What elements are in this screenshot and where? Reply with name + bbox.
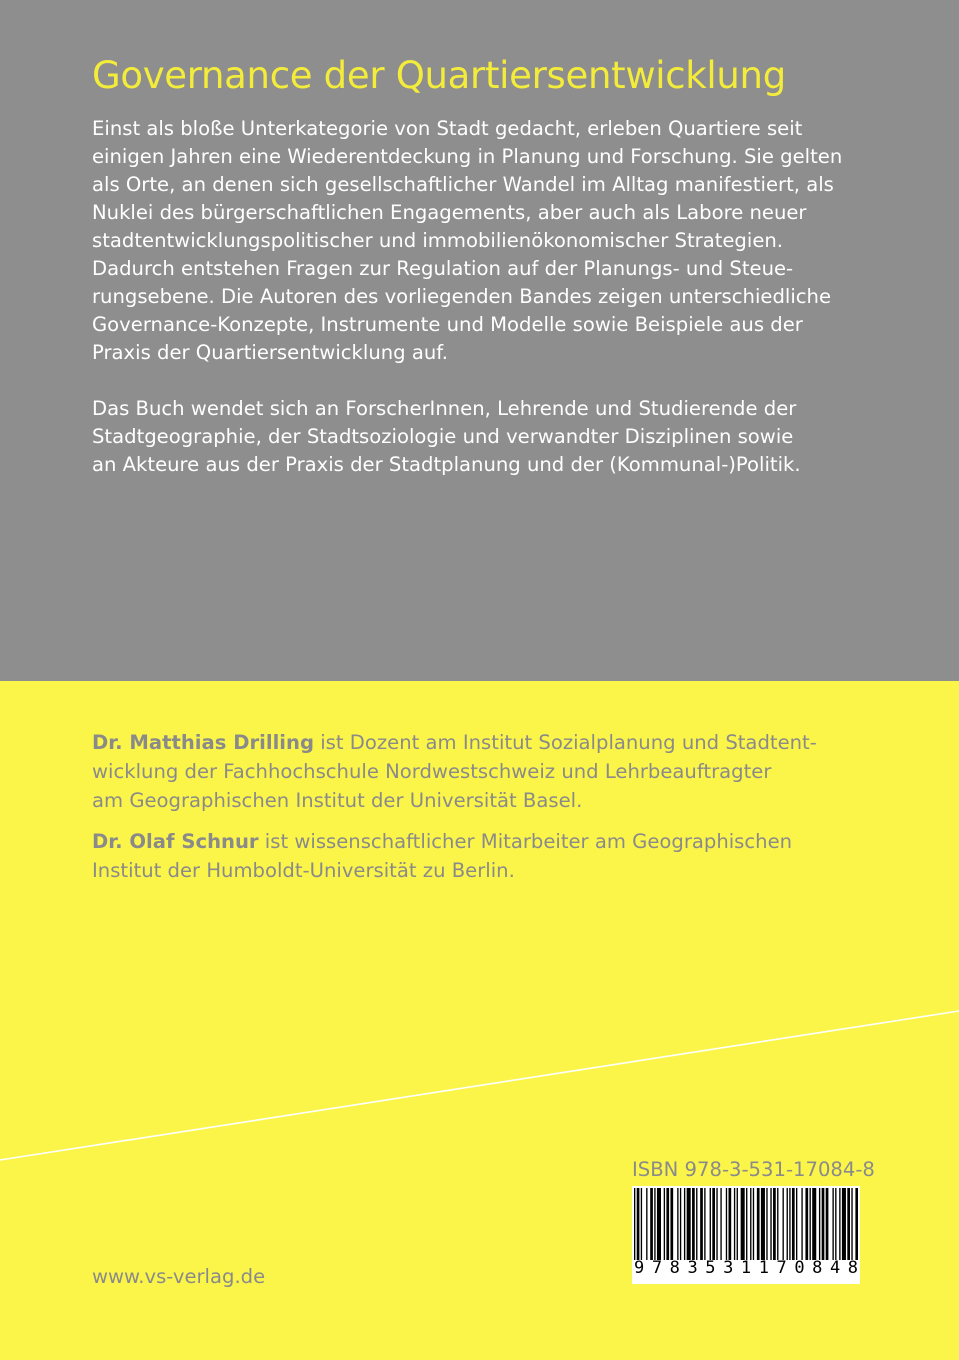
barcode-stripe <box>835 1188 836 1260</box>
barcode-stripe <box>680 1188 681 1260</box>
description-line: Einst als bloße Unterkategorie von Stadt gedacht, erleben Quartiere seit <box>92 117 803 140</box>
description-line: einigen Jahren eine Wiederentdeckung in Planung und Forschung. Sie gelten <box>92 145 843 168</box>
barcode-stripe <box>737 1188 738 1260</box>
barcode-digit: 7 <box>776 1258 787 1278</box>
barcode-stripe <box>677 1188 678 1260</box>
isbn-label: ISBN 978-3-531-17084-8 <box>632 1158 875 1181</box>
audience-line: an Akteure aus der Praxis der Stadtplanung und der (Kommunal-)Politik. <box>92 453 801 476</box>
barcode-stripe <box>792 1188 795 1260</box>
barcode-stripe <box>646 1188 647 1260</box>
barcode-digit: 3 <box>687 1258 698 1278</box>
barcode-stripe <box>761 1188 765 1260</box>
barcode-digit: 7 <box>651 1258 663 1278</box>
barcode <box>632 1186 860 1284</box>
barcode-stripe <box>634 1188 635 1260</box>
barcode-stripe <box>796 1188 797 1260</box>
barcode-stripe <box>710 1188 711 1260</box>
barcode-stripe <box>842 1188 846 1260</box>
barcode-stripe <box>783 1188 784 1260</box>
barcode-stripe <box>670 1188 673 1260</box>
description-line: Dadurch entstehen Fragen zur Regulation auf der Planungs- und Steue- <box>92 257 794 280</box>
description-line: als Orte, an denen sich gesellschaftlicher Wandel im Alltag manifestiert, als <box>92 173 834 196</box>
barcode-digit: 4 <box>829 1258 841 1278</box>
author-bio-line: wicklung der Fachhochschule Nordwestschweiz und Lehrbeauftragter <box>92 760 772 783</box>
book-title: Governance der Quartiersentwicklung <box>92 54 786 97</box>
barcode-stripe <box>770 1188 771 1260</box>
barcode-digit: 1 <box>758 1258 769 1278</box>
barcode-stripe <box>777 1188 778 1260</box>
barcode-stripe <box>666 1188 669 1260</box>
description-paragraph <box>92 115 892 367</box>
barcode-stripe <box>839 1188 840 1260</box>
description-line: Nuklei des bürgerschaftlichen Engagements, aber auch als Labore neuer <box>92 201 807 224</box>
description-line: Governance-Konzepte, Instrumente und Modelle sowie Beispiele aus der <box>92 313 803 336</box>
barcode-stripe <box>734 1188 735 1260</box>
barcode-stripe <box>692 1188 695 1260</box>
barcode-stripe <box>654 1188 655 1260</box>
barcode-stripe <box>664 1188 665 1260</box>
barcode-stripe <box>757 1188 760 1260</box>
barcode-stripe <box>812 1188 816 1260</box>
barcode-stripe <box>712 1188 715 1260</box>
author-bio-schnur <box>92 827 792 885</box>
barcode-stripe <box>805 1188 808 1260</box>
barcode-stripe <box>810 1188 811 1260</box>
barcode-stripe <box>726 1188 727 1260</box>
barcode-digit: 3 <box>723 1258 734 1278</box>
barcode-stripe <box>641 1188 642 1260</box>
barcode-stripe <box>851 1188 852 1260</box>
author-name: Dr. Olaf Schnur <box>92 830 259 853</box>
barcode-digit: 9 <box>634 1258 645 1278</box>
barcode-stripe <box>657 1188 661 1260</box>
barcode-digit: 0 <box>794 1258 805 1278</box>
barcode-stripe <box>789 1188 790 1260</box>
barcode-stripe <box>650 1188 653 1260</box>
barcode-stripe <box>855 1188 858 1260</box>
barcode-stripe <box>787 1188 788 1260</box>
barcode-stripe <box>750 1188 751 1260</box>
author-bio-line: Institut der Humboldt-Universität zu Berlin. <box>92 859 515 882</box>
barcode-stripe <box>687 1188 691 1260</box>
barcode-digit: 8 <box>847 1258 858 1278</box>
barcode-stripe <box>729 1188 732 1260</box>
barcode-stripe <box>801 1188 802 1260</box>
barcode-stripe <box>819 1188 820 1260</box>
barcode-stripe <box>741 1188 745 1260</box>
diagonal-line <box>0 1011 959 1160</box>
barcode-stripe <box>696 1188 697 1260</box>
barcode-stripe <box>753 1188 754 1260</box>
barcode-digit: 5 <box>705 1258 716 1278</box>
barcode-stripe <box>822 1188 825 1260</box>
author-bio-text: ist wissenschaftlicher Mitarbeiter am Geographischen <box>258 830 793 853</box>
author-bio-line: am Geographischen Institut der Universität Basel. <box>92 789 583 812</box>
description-line: stadtentwicklungspolitischer und immobilienökonomischer Strategien. <box>92 229 784 252</box>
barcode-stripe <box>720 1188 721 1260</box>
description-line: Praxis der Quartiersentwicklung auf. <box>92 341 448 364</box>
barcode-digits <box>632 1258 860 1280</box>
barcode-digit: 8 <box>812 1258 823 1278</box>
barcode-stripe <box>773 1188 776 1260</box>
audience-paragraph <box>92 395 892 479</box>
barcode-stripe <box>832 1188 833 1260</box>
barcode-stripe <box>684 1188 685 1260</box>
description-line: rungsebene. Die Autoren des vorliegenden Bandes zeigen unterschiedliche <box>92 285 832 308</box>
audience-line: Das Buch wendet sich an ForscherInnen, Lehrende und Studierende der <box>92 397 797 420</box>
author-bio-drilling <box>92 728 817 815</box>
barcode-digit: 8 <box>669 1258 680 1278</box>
audience-line: Stadtgeographie, der Stadtsoziologie und verwandter Disziplinen sowie <box>92 425 794 448</box>
barcode-stripe <box>704 1188 705 1260</box>
barcode-stripe <box>826 1188 829 1260</box>
barcode-stripe <box>716 1188 717 1260</box>
barcode-stripe <box>637 1188 640 1260</box>
barcode-digit: 1 <box>740 1258 752 1278</box>
publisher-website: www.vs-verlag.de <box>92 1265 266 1288</box>
author-bio-text: ist Dozent am Institut Sozialplanung und Stadtent- <box>314 731 817 754</box>
barcode-stripe <box>700 1188 703 1260</box>
barcode-stripe <box>746 1188 747 1260</box>
author-name: Dr. Matthias Drilling <box>92 731 314 754</box>
barcode-stripe <box>766 1188 767 1260</box>
barcode-bars <box>634 1188 858 1260</box>
barcode-stripe <box>847 1188 850 1260</box>
